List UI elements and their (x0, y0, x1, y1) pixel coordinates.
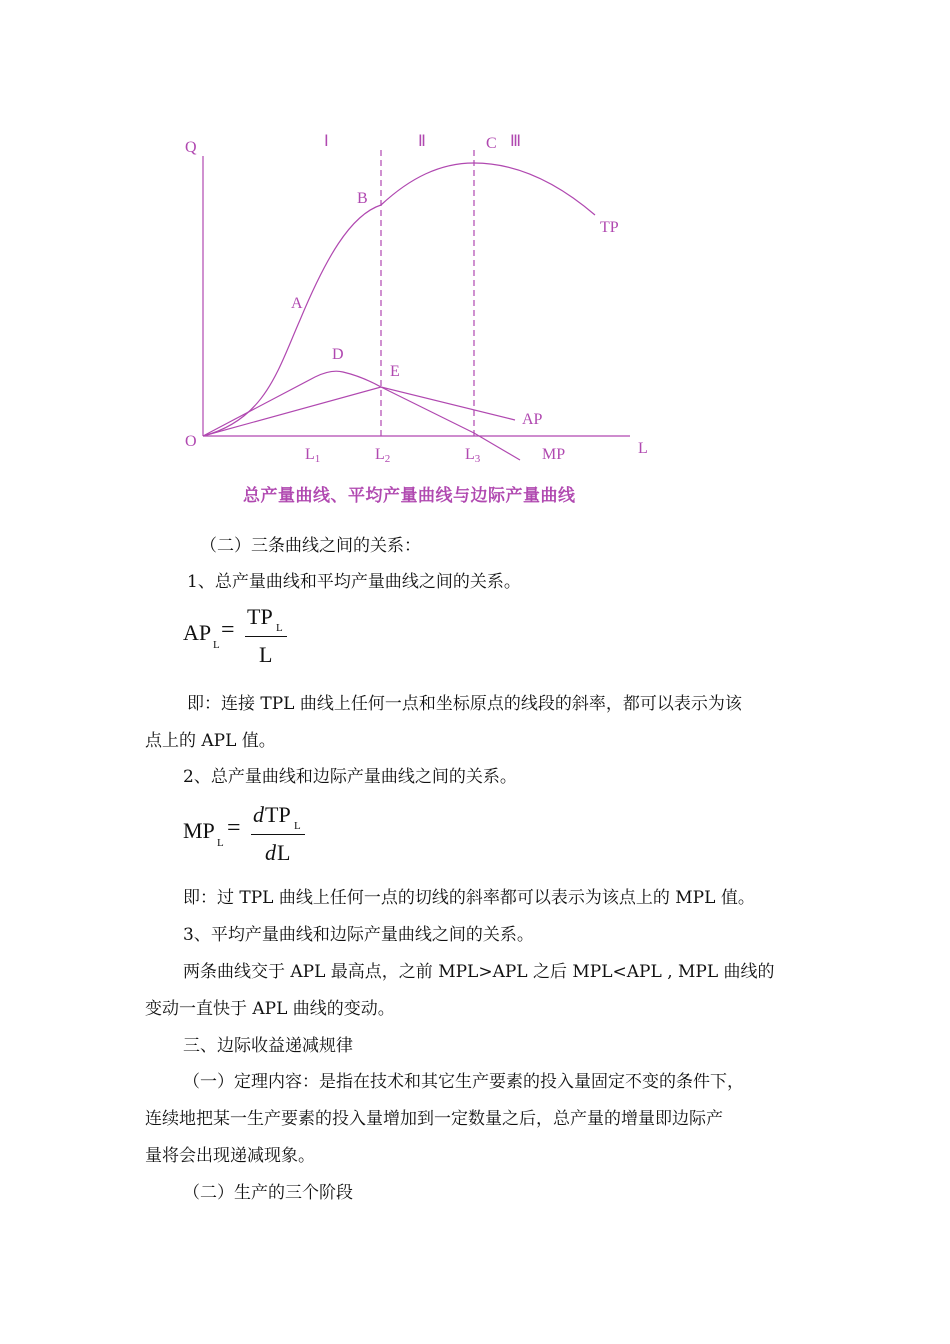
relation-1-heading: 1、总产量曲线和平均产量曲线之间的关系。 (187, 572, 521, 592)
formula-mp-numerator-d: d (253, 802, 264, 827)
formula-mp-denominator-d: d (265, 840, 276, 865)
section-heading: （二）三条曲线之间的关系： (200, 536, 421, 556)
relation-3-explanation-line1: 两条曲线交于 APL 最高点，之前 MPL>APL 之后 MPL<APL , MPL 曲线的 (183, 962, 775, 982)
law-definition-line3: 量将会出现递减现象。 (145, 1146, 315, 1166)
origin-label: O (185, 433, 197, 450)
law-definition-line1: （一）定理内容：是指在技术和其它生产要素的投入量固定不变的条件下， (183, 1072, 744, 1092)
formula-ap-lhs-sub: L (213, 639, 220, 651)
relation-1-explanation-line1: 即：连接 TPL 曲线上任何一点和坐标原点的线段的斜率，都可以表示为该 (187, 694, 742, 714)
point-label-b: B (357, 190, 368, 207)
production-curves-figure (0, 0, 950, 520)
formula-ap-fraction-bar (245, 636, 287, 637)
x-axis-label: L (638, 440, 648, 457)
point-label-a: A (291, 295, 303, 312)
formula-mp-lhs: MP (183, 818, 215, 843)
point-label-c: C (486, 135, 497, 152)
x-tick-l1: L1 (305, 446, 321, 465)
stage-label-2: Ⅱ (418, 133, 426, 150)
x-tick-l2: L2 (375, 446, 391, 465)
law-definition-line2: 连续地把某一生产要素的投入量增加到一定数量之后，总产量的增量即边际产 (145, 1109, 723, 1129)
formula-mp-denominator: L (277, 840, 291, 865)
relation-2-heading: 2、总产量曲线和边际产量曲线之间的关系。 (183, 767, 517, 787)
formula-ap-lhs: AP (183, 620, 212, 645)
relation-1-explanation-line2: 点上的 APL 值。 (145, 731, 276, 751)
formula-mp-eq: = (227, 815, 241, 841)
formula-ap-eq: = (221, 617, 235, 643)
relation-2-explanation: 即：过 TPL 曲线上任何一点的切线的斜率都可以表示为该点上的 MPL 值。 (183, 888, 755, 908)
relation-3-heading: 3、平均产量曲线和边际产量曲线之间的关系。 (183, 925, 534, 945)
formula-ap-numerator: TP (247, 604, 273, 629)
relation-3-explanation-line2: 变动一直快于 APL 曲线的变动。 (145, 999, 395, 1019)
figure-caption: 总产量曲线、平均产量曲线与边际产量曲线 (243, 486, 576, 506)
mp-curve-label: MP (542, 446, 566, 463)
law-heading: 三、边际收益递减规律 (183, 1036, 353, 1056)
three-stages-heading: （二）生产的三个阶段 (183, 1183, 353, 1203)
formula-ap-numerator-sub: L (276, 622, 283, 634)
formula-ap-denominator: L (259, 642, 273, 667)
formula-ap (183, 602, 303, 672)
x-tick-l3: L3 (465, 446, 481, 465)
stage-label-3: Ⅲ (510, 133, 522, 150)
point-label-d: D (332, 346, 344, 363)
formula-mp-numerator: TP (265, 802, 291, 827)
tp-curve (203, 163, 595, 436)
formula-mp (183, 798, 313, 868)
point-label-e: E (390, 363, 400, 380)
tp-curve-label: TP (600, 219, 619, 236)
formula-mp-numerator-sub: L (294, 820, 301, 832)
stage-label-1: Ⅰ (324, 133, 329, 150)
formula-mp-lhs-sub: L (217, 837, 224, 849)
ap-curve-label: AP (522, 411, 543, 428)
y-axis-label: Q (185, 139, 197, 156)
formula-mp-fraction-bar (251, 834, 305, 835)
